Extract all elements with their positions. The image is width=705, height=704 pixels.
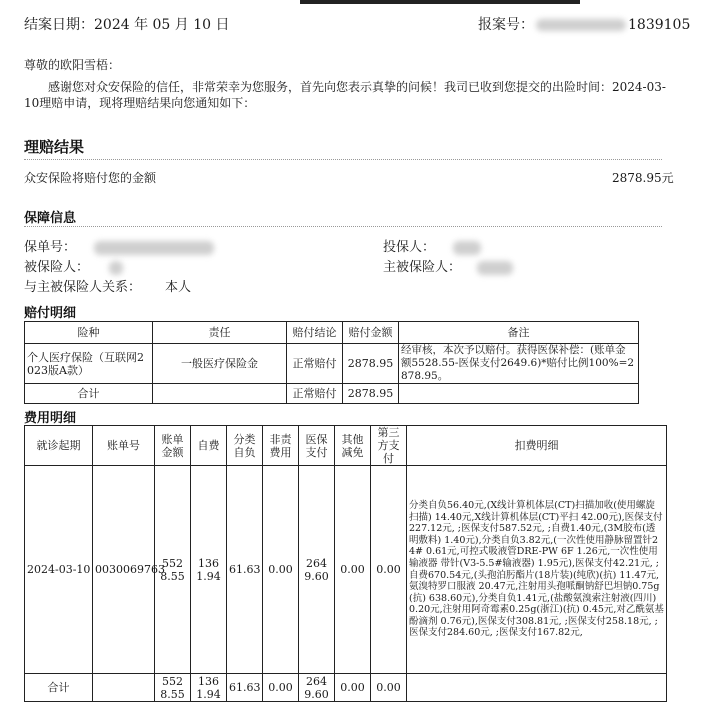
expense-title: 费用明细 [24,411,77,426]
insured [24,256,123,275]
end-date-label: 结案日期： [24,17,94,33]
main-insured [383,256,513,275]
payout-title: 赔付明细 [24,306,77,321]
relation [24,276,191,295]
visit-date: 2024-03-10 [25,466,93,674]
header-cell: 账单金额 [155,426,191,466]
header-cell: 分类自负 [227,426,263,466]
header-cell: 赔付金额 [343,322,399,344]
redacted-policyholder [453,241,481,255]
claim-amount-label: 众安保险将赔付您的金额 [24,171,157,185]
header-cell: 赔付结论 [287,322,343,344]
total-insurance-payment: 2649.60 [299,674,335,702]
insurance-payment: 2649.60 [299,466,335,674]
expense-header-row [25,426,667,466]
bill-number: 0030069763 [93,466,155,674]
total-non-liability: 0.00 [263,674,299,702]
other-reduction: 0.00 [335,466,371,674]
redacted-policy-number [94,241,214,255]
claim-result-title: 理赔结果 [24,138,85,156]
total-category-self-pay: 61.63 [227,674,263,702]
total-self-pay: 1361.94 [191,674,227,702]
total-third-party: 0.00 [371,674,407,702]
payout-amount: 2878.95 [343,344,399,384]
header-cell: 就诊起期 [25,426,93,466]
self-pay: 1361.94 [191,466,227,674]
end-date [24,14,230,34]
relation-value: 本人 [165,280,192,295]
report-number-label: 报案号： [478,17,534,33]
claim-amount-value: 2878.95元 [612,171,674,185]
header-cell: 非责费用 [263,426,299,466]
payout-total-row [25,384,639,404]
insurance-type: 个人医疗保险（互联网2023版A款） [25,344,153,384]
end-date-value: 2024 年 05 月 10 日 [94,17,230,33]
header-cell: 自费 [191,426,227,466]
header-cell: 账单号 [93,426,155,466]
total-label: 合计 [25,384,153,404]
payout-row [25,344,639,384]
header-cell: 备注 [399,322,639,344]
header-cell: 医保支付 [299,426,335,466]
total-conclusion: 正常赔付 [287,384,343,404]
divider [24,226,662,227]
total-label: 合计 [25,674,93,702]
empty-cell [399,384,639,404]
salutation: 尊敬的欧阳雪梧： [24,58,121,72]
empty-cell [93,674,155,702]
expense-total-row [25,674,667,702]
expense-row [25,466,667,674]
non-liability-fee: 0.00 [263,466,299,674]
bill-amount: 5528.55 [155,466,191,674]
payout-table [24,321,639,404]
total-amount: 2878.95 [343,384,399,404]
header-cell: 第三方支付 [371,426,407,466]
empty-cell [153,384,287,404]
header-cell: 险种 [25,322,153,344]
total-bill-amount: 5528.55 [155,674,191,702]
total-other-reduction: 0.00 [335,674,371,702]
header-cell: 责任 [153,322,287,344]
letter-body-line2: 10理赔申请，现将理赔结果向您通知如下： [24,96,256,110]
insured-label: 被保险人： [24,260,90,275]
policyholder-label: 投保人： [383,240,436,255]
policy-number-label: 保单号： [24,240,77,255]
redacted-report-prefix [536,19,626,31]
deduction-details: 分类自负56.40元,(X线计算机体层(CT)扫描加收(使用螺旋扫描) 14.40元,X线计算机体层(CT)平扫 42.00元),医保支付227.12元, ;医保支付587.52元, ;自费1.40元,(3M胶布(透明敷料) 1.40元),分类自负3.82元,(一次性使用静脉留置针24# 0.61元,可控式吸液管DRE-PW 6F 1.26元,一次性使用输液器 带针(V3-5.5#输液器) 1.95元),医保支付42.21元, ;自费670.54元,(头孢泊肟酯片(18片装)(纯欣)(抗) 11.47元,氨溴特罗口服液 20.47元,注射用头孢哌酮钠舒巴坦钠0.75g(抗) 638.60元),分类自负1.41元,(盐酸氨溴索注射液(四川) 0.20元,注射用阿奇霉素0.25g(浙江)(抗) 0.45元,对乙酰氨基酚滴剂 0.76元),医保支付308.81元, ;医保支付258.18元, ;医保支付284.60元, ;医保支付167.82元, [407,466,667,674]
redacted-insured [109,261,123,275]
payout-header-row [25,322,639,344]
header-cell: 扣费明细 [407,426,667,466]
main-insured-label: 主被保险人： [383,260,462,275]
report-number-suffix: 1839105 [628,17,691,33]
header-cell: 其他减免 [335,426,371,466]
coverage-title: 保障信息 [24,211,77,226]
category-self-pay: 61.63 [227,466,263,674]
letter-body-line1: 感谢您对众安保险的信任，非常荣幸为您服务，首先向您表示真挚的问候！我司已收到您提交的出险时间：2024-03- [48,80,666,94]
policyholder [383,236,481,255]
empty-cell [407,674,667,702]
third-party-payment: 0.00 [371,466,407,674]
liability: 一般医疗保险金 [153,344,287,384]
title-underline [300,0,580,4]
divider [24,159,662,160]
relation-label: 与主被保险人关系： [24,280,142,295]
remark: 经审核，本次予以赔付。获得医保补偿：(账单金额5528.55-医保支付2649.6)*赔付比例100%=2878.95。 [399,344,639,384]
conclusion: 正常赔付 [287,344,343,384]
redacted-main-insured [477,261,513,275]
policy-number [24,236,214,255]
expense-table [24,425,667,702]
report-number [478,14,690,34]
